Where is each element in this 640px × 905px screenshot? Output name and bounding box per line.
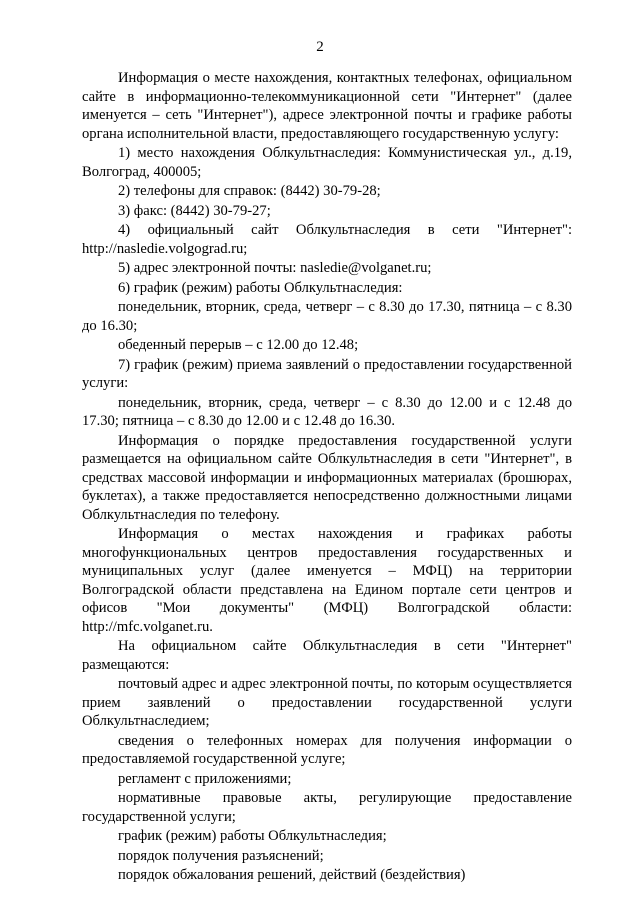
list-item-regulation: регламент с приложениями; — [118, 770, 292, 787]
page-number: 2 — [316, 39, 324, 55]
paragraph-fax: 3) факс: (8442) 30-79-27; — [118, 202, 271, 219]
document-body — [82, 69, 572, 885]
paragraph-lunch-break: обеденный перерыв – с 12.00 до 12.48; — [118, 337, 359, 353]
paragraph-email: 5) адрес электронной почты: nasledie@volganet.ru; — [118, 260, 432, 276]
paragraph-info-procedure: Информация о порядке предоставления государственной услуги размещается на официальном сайте Облкультнаследия в сети "Интернет", в средствах массовой информации и информационных материалах (брошюрах, буклетах), а также предоставляется непосредственно должностными лицами Облкультнаследия по телефону. — [82, 432, 572, 523]
paragraph-schedule-hours: понедельник, вторник, среда, четверг – с 8.30 до 17.30, пятница – с 8.30 до 16.30; — [82, 299, 572, 334]
paragraph-reception-heading: 7) график (режим) приема заявлений о предоставлении государственной услуги: — [82, 356, 572, 391]
list-item-appeal-procedure: порядок обжалования решений, действий (бездействия) — [118, 867, 466, 883]
paragraph-address: 1) место нахождения Облкультнаследия: Коммунистическая ул., д.19, Волгоград, 400005; — [82, 145, 572, 180]
paragraph-intro: Информация о месте нахождения, контактных телефонах, официальном сайте в информационно-телекоммуникационной сети "Интернет" (далее именуется – сеть "Интернет"), адресе электронной почты и графике работы органа исполнительной власти, предоставляющего государственную услугу: — [82, 70, 572, 142]
paragraph-website-contents-heading: На официальном сайте Облкультнаследия в сети "Интернет" размещаются: — [82, 638, 572, 673]
paragraph-reception-hours: понедельник, вторник, среда, четверг – с 8.30 до 12.00 и с 12.48 до 17.30; пятница – с 8.30 до 12.00 и с 12.48 до 16.30. — [82, 394, 572, 429]
list-item-work-schedule: график (режим) работы Облкультнаследия; — [118, 828, 387, 844]
paragraph-phones: 2) телефоны для справок: (8442) 30-79-28; — [118, 183, 381, 199]
paragraph-website: 4) официальный сайт Облкультнаследия в сети "Интернет": http://nasledie.volgograd.ru; — [82, 222, 572, 257]
paragraph-mfc-info: Информация о местах нахождения и графиках работы многофункциональных центров предоставления государственных и муниципальных услуг (далее именуется – МФЦ) на территории Волгоградской области представлена на Едином портале сети центров и офисов "Мои документы" (МФЦ) Волгоградской области: http://mfc.volganet.ru. — [82, 526, 572, 635]
list-item-phone-numbers: сведения о телефонных номерах для получения информации о предоставляемой государственной услуге; — [82, 732, 572, 767]
list-item-postal-address: почтовый адрес и адрес электронной почты, по которым осуществляется прием заявлений о предоставлении государственной услуги Облкультнаследием; — [82, 676, 572, 729]
paragraph-schedule-heading: 6) график (режим) работы Облкультнаследия: — [118, 279, 403, 296]
list-item-clarifications: порядок получения разъяснений; — [118, 847, 324, 864]
list-item-legal-acts: нормативные правовые акты, регулирующие предоставление государственной услуги; — [82, 790, 572, 825]
